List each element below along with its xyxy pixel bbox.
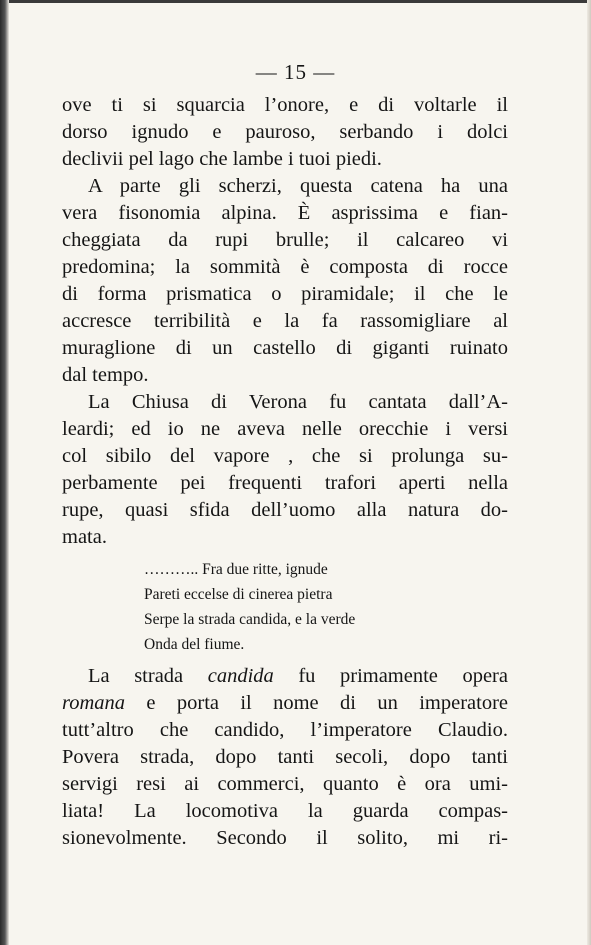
italic-word: candida (207, 665, 274, 687)
text-line: tutt’altro che candido, l’imperatore Claudio. (62, 719, 508, 741)
verse-line: Pareti eccelse di cinerea pietra (144, 586, 333, 603)
text-line: leardi; ed io ne aveva nelle orecchie i versi (62, 418, 508, 440)
text-line: perbamente pei frequenti trafori aperti nella (62, 472, 508, 494)
text-run: La strada (88, 665, 208, 687)
text-line: rupe, quasi sfida dell’uomo alla natura do- (62, 499, 508, 521)
text-line: col sibilo del vapore , che si prolunga su- (62, 445, 508, 467)
text-line: accresce terribilità e la fa rassomigliare al (62, 310, 508, 332)
text-line: predomina; la sommità è composta di rocce (62, 256, 508, 278)
page-number: — 15 — (255, 60, 336, 84)
verse-line: ……….. Fra due ritte, ignude (144, 561, 328, 578)
verse-quotation (62, 557, 508, 657)
italic-word: romana (62, 692, 126, 714)
text-line: mata. (62, 526, 107, 548)
text-line: servigi resi ai commerci, quanto è ora umi- (62, 773, 508, 795)
text-line: cheggiata da rupi brulle; il calcareo vi (62, 229, 508, 251)
verse-line: Serpe la strada candida, e la verde (144, 611, 356, 628)
page-body (62, 92, 508, 852)
text-line: di forma prismatica o piramidale; il che le (62, 283, 508, 305)
text-line: ove ti si squarcia l’onore, e di voltarle il (62, 94, 508, 116)
text-line: sionevolmente. Secondo il solito, mi ri- (62, 827, 508, 849)
text-run: fu primamente opera (273, 665, 508, 687)
paragraph-2 (62, 173, 508, 389)
text-line: A parte gli scherzi, questa catena ha una (88, 175, 508, 197)
paragraph-1 (62, 92, 508, 173)
text-line (62, 663, 508, 690)
paragraph-3 (62, 389, 508, 551)
text-line (62, 690, 508, 717)
text-line: dal tempo. (62, 364, 149, 386)
page-right-edge (587, 0, 591, 945)
text-line: declivii pel lago che lambe i tuoi piedi. (62, 148, 382, 170)
text-line: dorso ignudo e pauroso, serbando i dolci (62, 121, 508, 143)
text-run: e porta il nome di un imperatore (125, 692, 508, 714)
verse-line: Onda del fiume. (144, 636, 245, 653)
text-line: muraglione di un castello di giganti ruinato (62, 337, 508, 359)
text-line: vera fisonomia alpina. È asprissima e fian- (62, 202, 508, 224)
text-line: Povera strada, dopo tanti secoli, dopo tanti (62, 746, 508, 768)
text-line: liata! La locomotiva la guarda compas- (62, 800, 508, 822)
text-line: La Chiusa di Verona fu cantata dall’A- (88, 391, 508, 413)
paragraph-4 (62, 663, 508, 852)
page-binding-edge (0, 0, 9, 945)
page-top-edge (0, 0, 591, 3)
